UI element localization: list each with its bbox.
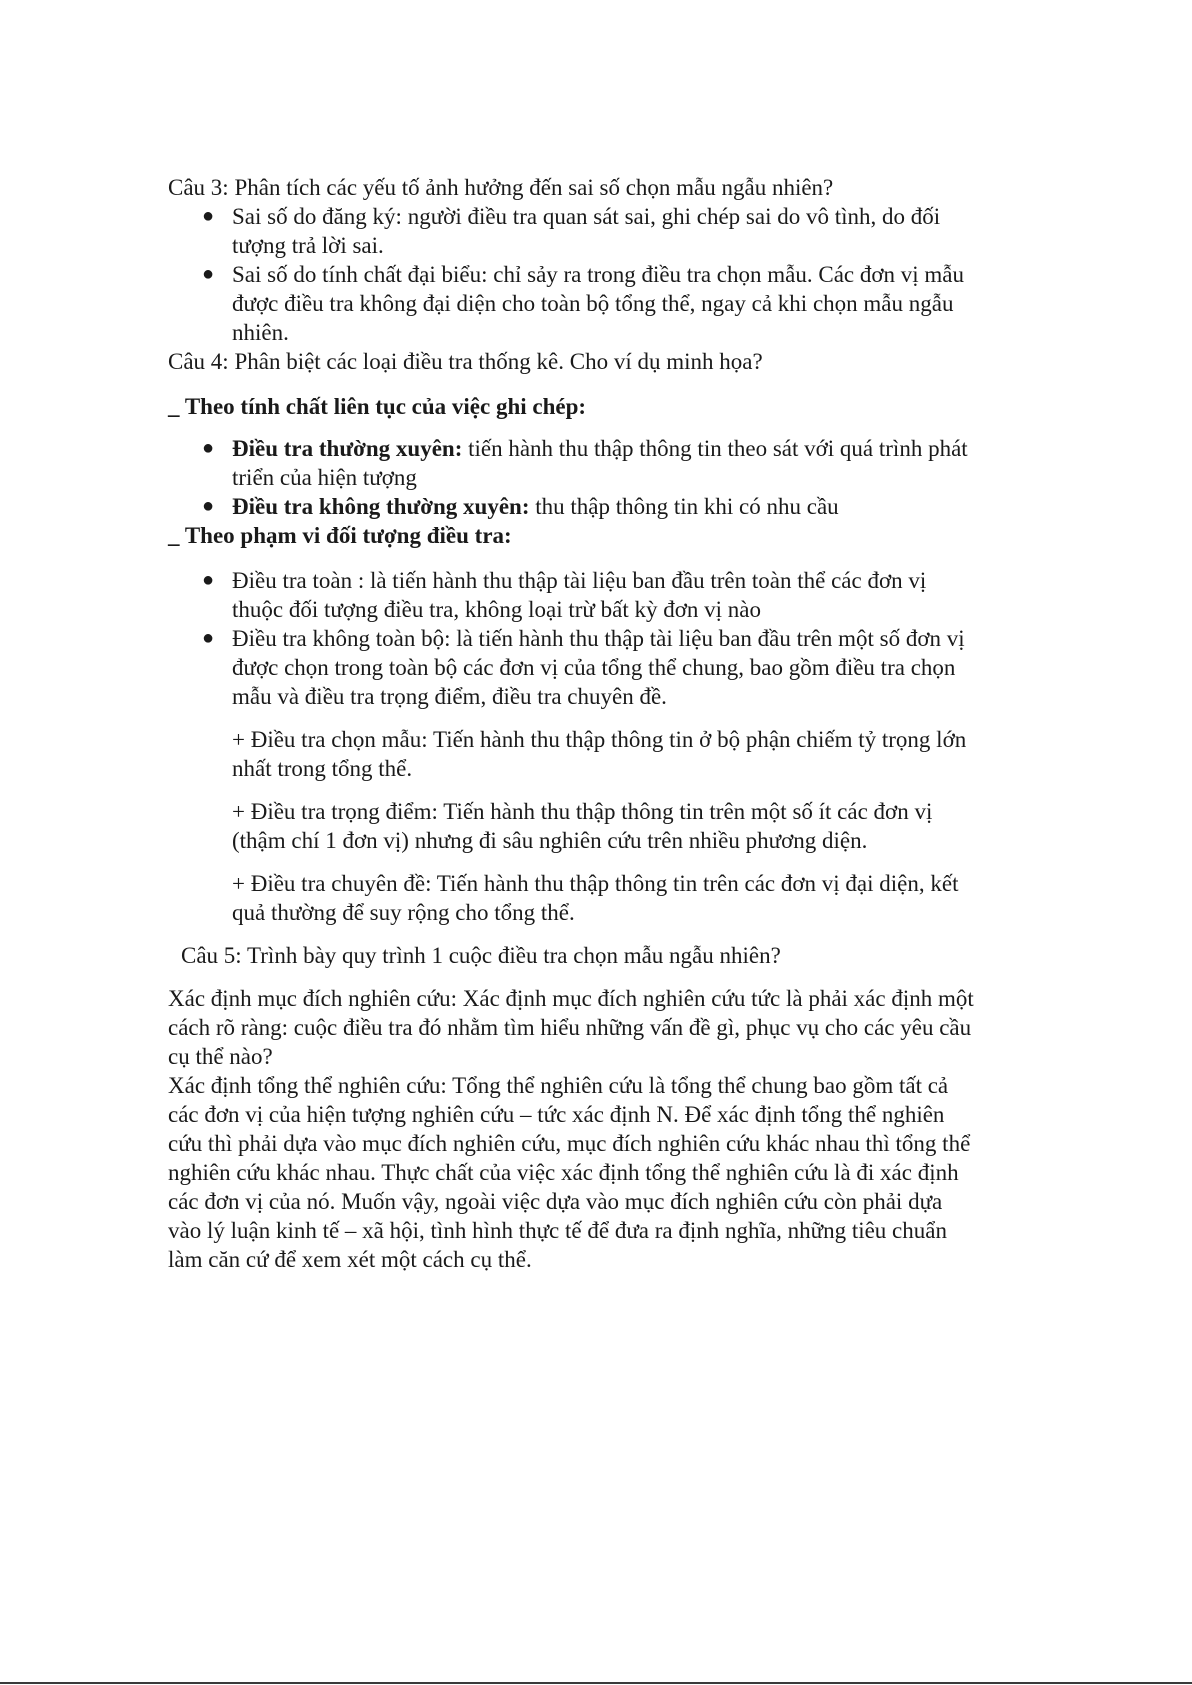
list-item-text: Điều tra toàn : là tiến hành thu thập tài liệu ban đầu trên toàn thể các đơn vị thuộc đối tượng điều tra, không loại trừ bất kỳ đơn vị nào [232,568,927,622]
list-item-text: Điều tra không toàn bộ: là tiến hành thu thập tài liệu ban đầu trên một số đơn vị được chọn trong toàn bộ các đơn vị của tổng thể chung, bao gồm điều tra chọn mẫu và điều tra trọng điểm, điều tra chuyên đề. [232,626,965,709]
list-item [202,260,978,347]
page-content [168,173,978,1274]
list-item [202,434,978,492]
sub-item-key-survey: + Điều tra trọng điểm: Tiến hành thu thập thông tin trên một số ít các đơn vị (thậm chí 1 đơn vị) nhưng đi sâu nghiên cứu trên nhiều phương diện. [232,799,933,853]
bullet-icon: ● [202,627,215,649]
bullet-icon: ● [202,495,215,517]
continuity-bullet-list [168,434,978,521]
list-item-term: Điều tra không thường xuyên: [232,494,530,519]
paragraph: Xác định tổng thể nghiên cứu: Tổng thể nghiên cứu là tổng thể chung bao gồm tất cả các đơn vị của hiện tượng nghiên cứu – tức xác định N. Để xác định tổng thể nghiên cứu thì phải dựa vào mục đích nghiên cứu, mục đích nghiên cứu khác nhau thì tổng thể nghiên cứu khác nhau. Thực chất của việc xác định tổng thể nghiên cứu là đi xác định các đơn vị của nó. Muốn vậy, ngoài việc dựa vào mục đích nghiên cứu còn phải dựa vào lý luận kinh tế – xã hội, tình hình thực tế để đưa ra định nghĩa, những tiêu chuẩn làm căn cứ để xem xét một cách cụ thể. [168,1073,971,1272]
section-heading-continuity: _ Theo tính chất liên tục của việc ghi chép: [168,394,587,419]
question-4-title: Câu 4: Phân biệt các loại điều tra thống kê. Cho ví dụ minh họa? [168,349,763,374]
sub-item-sample-survey: + Điều tra chọn mẫu: Tiến hành thu thập thông tin ở bộ phận chiếm tỷ trọng lớn nhất trong tổng thể. [232,727,967,781]
sub-item-topic-survey: + Điều tra chuyên đề: Tiến hành thu thập thông tin trên các đơn vị đại diện, kết quả thường để suy rộng cho tổng thể. [232,871,959,925]
scope-bullet-list [168,566,978,711]
question-3-bullet-list [168,202,978,347]
bullet-icon: ● [202,437,215,459]
list-item-text: thu thập thông tin khi có nhu cầu [529,494,839,519]
list-item-text: Sai số do đăng ký: người điều tra quan sát sai, ghi chép sai do vô tình, do đối tượng trả lời sai. [232,204,941,258]
bullet-icon: ● [202,263,215,285]
list-item-term: Điều tra thường xuyên: [232,436,463,461]
list-item-text: Sai số do tính chất đại biểu: chỉ sảy ra trong điều tra chọn mẫu. Các đơn vị mẫu được điều tra không đại diện cho toàn bộ tổng thể, ngay cả khi chọn mẫu ngẫu nhiên. [232,262,965,345]
question-5-title: Câu 5: Trình bày quy trình 1 cuộc điều tra chọn mẫu ngẫu nhiên? [181,943,781,968]
bullet-icon: ● [202,569,215,591]
list-item [202,566,978,624]
list-item [202,624,978,711]
list-item [202,202,978,260]
list-item [202,492,978,521]
question-3-title: Câu 3: Phân tích các yếu tố ảnh hưởng đến sai số chọn mẫu ngẫu nhiên? [168,175,834,200]
bullet-icon: ● [202,205,215,227]
list-item-text: tiến hành thu thập thông tin theo sát với quá trình phát triển của hiện tượng [232,436,968,490]
paragraph: Xác định mục đích nghiên cứu: Xác định mục đích nghiên cứu tức là phải xác định một cách rõ ràng: cuộc điều tra đó nhằm tìm hiểu những vấn đề gì, phục vụ cho các yêu cầu cụ thể nào? [168,986,974,1069]
page-bottom-divider [0,1682,1192,1684]
section-heading-scope: _ Theo phạm vi đối tượng điều tra: [168,523,512,548]
